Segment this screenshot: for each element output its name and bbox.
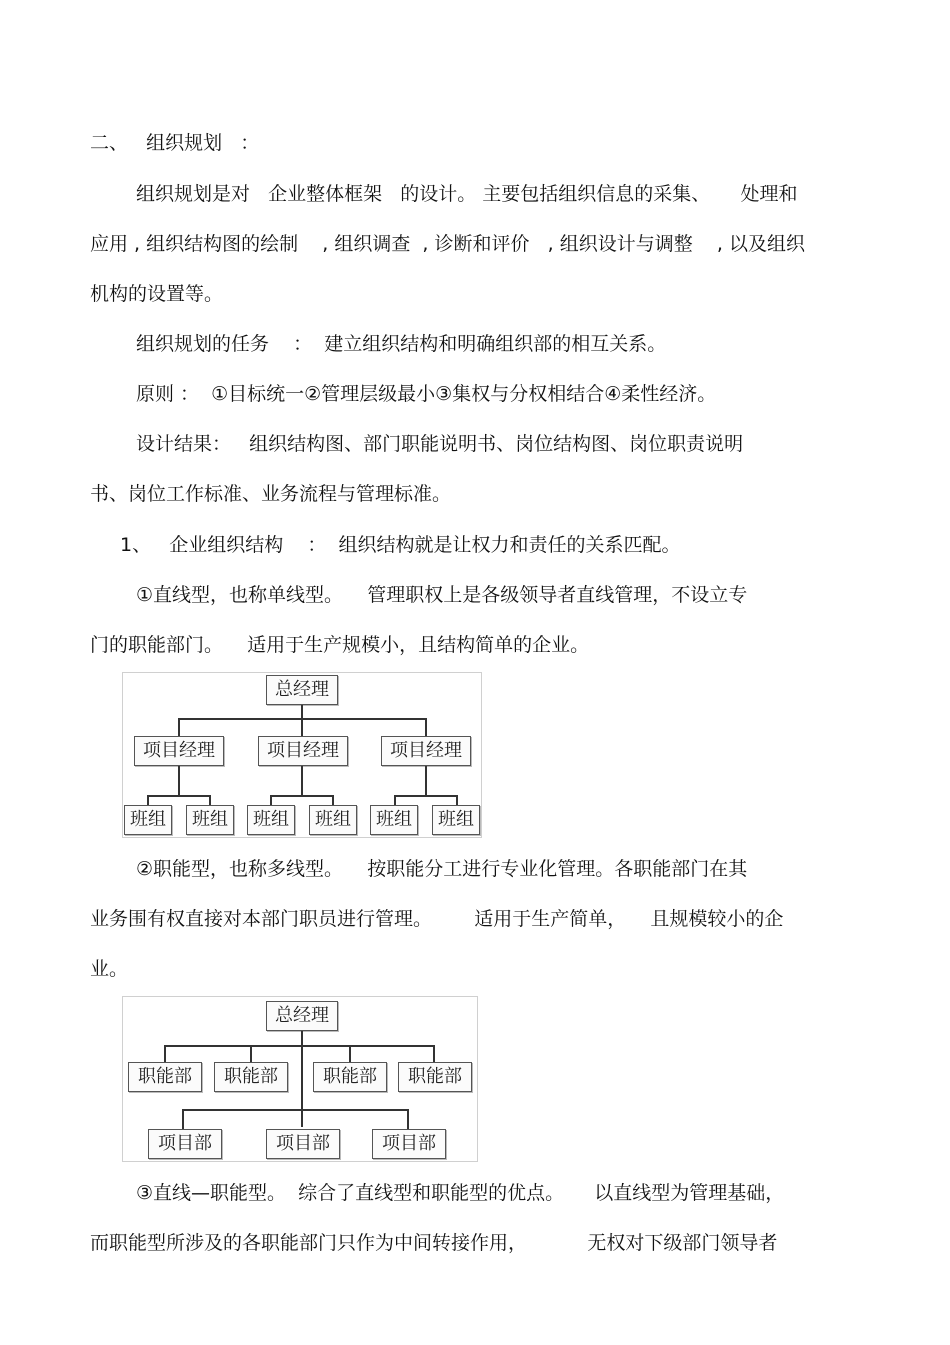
team-box: 班组: [124, 805, 172, 835]
project-manager-box: 项目经理: [381, 736, 471, 766]
paragraph-line: 业务围有权直接对本部门职员进行管理。 适用于生产简单， 且规模较小的企: [90, 908, 784, 930]
project-dept-box: 项目部: [148, 1129, 222, 1159]
section-heading: 二、 组织规划 ：: [90, 132, 260, 154]
paragraph-line: 门的职能部门。 适用于生产规模小，且结构简单的企业。: [90, 634, 590, 656]
function-dept-box: 职能部: [313, 1062, 387, 1092]
general-manager-box: 总经理: [266, 1001, 338, 1031]
paragraph-line: 组织规划是对 企业整体框架 的设计。 主要包括组织信息的采集、 处理和: [136, 183, 798, 205]
team-box: 班组: [309, 805, 357, 835]
paragraph-line: 业。: [90, 958, 129, 980]
project-manager-box: 项目经理: [258, 736, 348, 766]
org-chart-functional-type: [122, 996, 478, 1162]
project-manager-box: 项目经理: [134, 736, 224, 766]
paragraph-line: ③直线—职能型。 综合了直线型和职能型的优点。 以直线型为管理基础，: [136, 1182, 785, 1204]
general-manager-box: 总经理: [266, 675, 338, 705]
org-chart-line-type: [122, 672, 482, 838]
function-dept-box: 职能部: [398, 1062, 472, 1092]
function-dept-box: 职能部: [214, 1062, 288, 1092]
paragraph-line: ②职能型，也称多线型。 按职能分工进行专业化管理。各职能部门在其: [136, 858, 748, 880]
paragraph-line: 书、岗位工作标准、业务流程与管理标准。: [90, 483, 452, 505]
paragraph-line: 组织规划的任务 ： 建立组织结构和明确组织部的相互关系。: [136, 333, 667, 355]
paragraph-line: 而职能型所涉及的各职能部门只作为中间转接作用， 无权对下级部门领导者: [90, 1232, 778, 1254]
function-dept-box: 职能部: [128, 1062, 202, 1092]
paragraph-line: 机构的设置等。: [90, 283, 224, 305]
team-box: 班组: [432, 805, 480, 835]
team-box: 班组: [247, 805, 295, 835]
team-box: 班组: [370, 805, 418, 835]
team-box: 班组: [186, 805, 234, 835]
paragraph-line: 应用 , 组织结构图的绘制 , 组织调查 , 诊断和评价 , 组织设计与调整 , 以及组织: [90, 233, 805, 255]
project-dept-box: 项目部: [372, 1129, 446, 1159]
project-dept-box: 项目部: [266, 1129, 340, 1159]
paragraph-line: 原则 ： ①目标统一②管理层级最小③集权与分权相结合④柔性经济。: [136, 383, 717, 405]
paragraph-line: ①直线型，也称单线型。 管理职权上是各级领导者直线管理，不设立专: [136, 584, 748, 606]
paragraph-line: 设计结果： 组织结构图、部门职能说明书、岗位结构图、岗位职责说明: [136, 433, 744, 455]
subheading: 1、 企业组织结构 ： 组织结构就是让权力和责任的关系匹配。: [120, 534, 681, 556]
